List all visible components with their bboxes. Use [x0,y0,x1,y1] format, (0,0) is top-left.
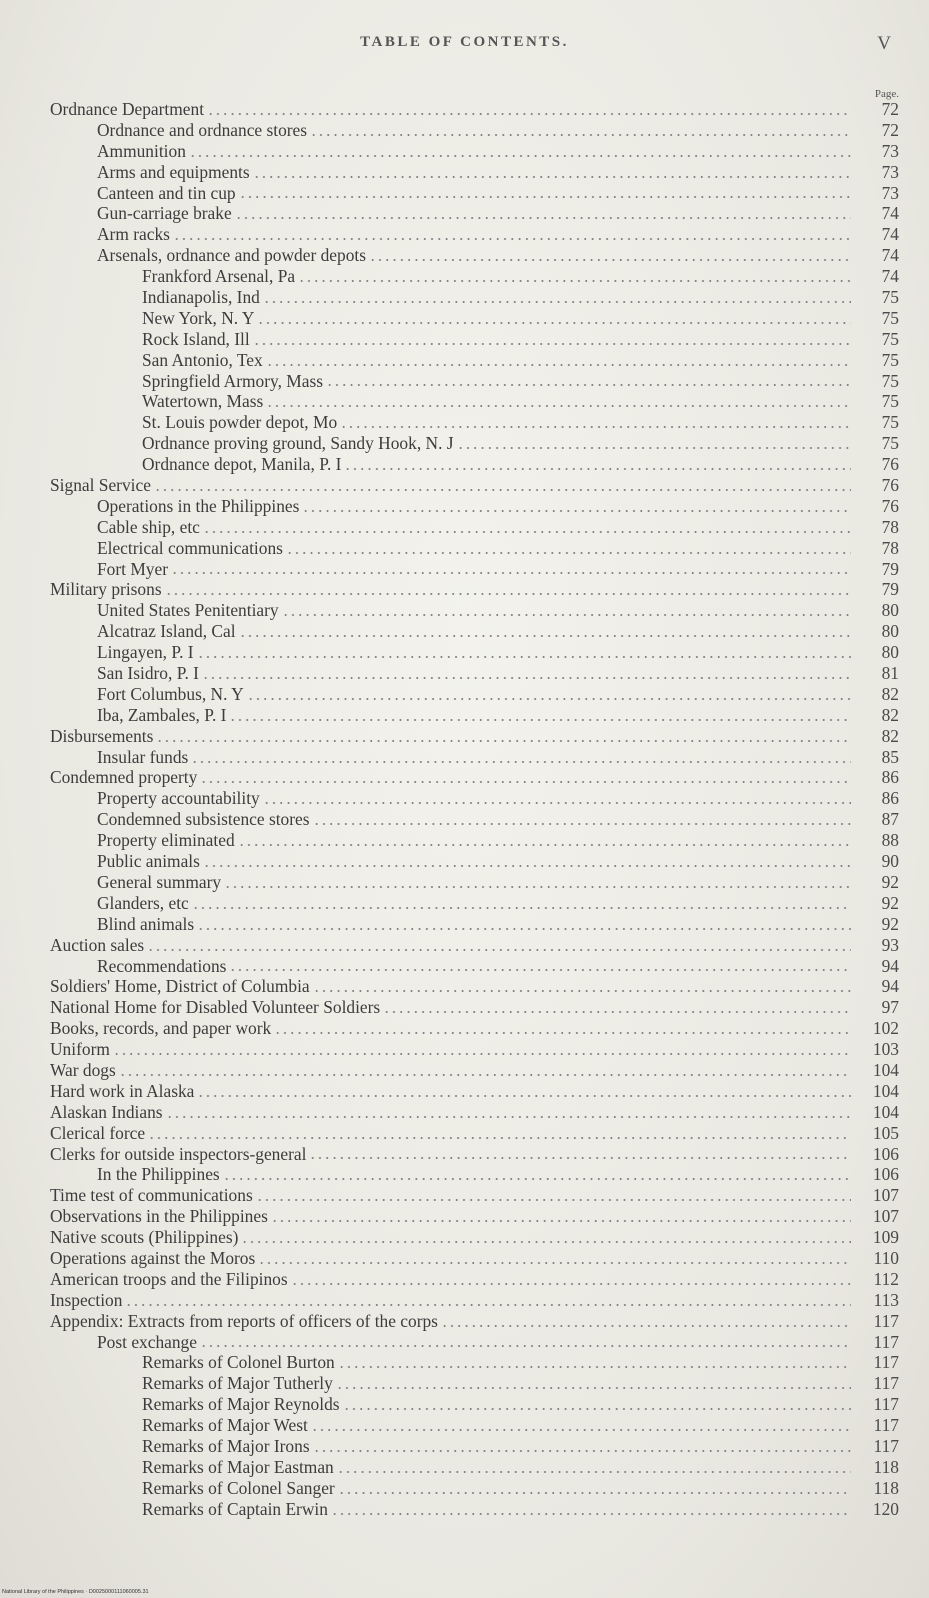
toc-entry-label: Auction sales [50,934,145,955]
toc-entry-page: 104 [872,1080,899,1101]
toc-entry-page: 73 [881,161,899,182]
toc-entry [50,308,899,329]
toc-entry [50,809,899,830]
dot-leader [171,572,851,574]
toc-entry-page: 110 [873,1247,899,1268]
dot-leader [331,1513,851,1515]
toc-entry [50,287,899,308]
toc-entry [50,1352,899,1373]
toc-entry [50,1478,899,1499]
toc-entry-page: 106 [872,1143,899,1164]
toc-entry-page: 94 [881,976,899,997]
toc-entry-page: 80 [881,642,899,663]
dot-leader [229,719,851,721]
toc-entry [50,203,899,224]
dot-leader [266,364,851,366]
dot-leader [309,1157,851,1159]
table-of-contents [50,99,899,1520]
toc-entry [50,538,899,559]
toc-entry [50,141,899,162]
dot-leader [203,531,851,533]
dot-leader [119,1074,851,1076]
toc-entry-page: 75 [881,307,899,328]
toc-entry [50,830,899,851]
dot-leader [313,823,851,825]
toc-entry-page: 76 [881,495,899,516]
toc-entry-label: Remarks of Major Tutherly [142,1373,333,1394]
toc-entry [50,747,899,768]
toc-entry-page: 75 [881,391,899,412]
toc-entry [50,329,899,350]
toc-entry [50,496,899,517]
dot-leader [340,426,851,428]
toc-entry [50,579,899,600]
toc-entry-label: Time test of communications [50,1185,253,1206]
dot-leader [238,844,851,846]
toc-entry-label: Remarks of Major Irons [142,1435,310,1456]
toc-entry-label: Remarks of Major Eastman [142,1456,334,1477]
toc-entry-page: 94 [881,955,899,976]
toc-entry-label: Post exchange [97,1331,197,1352]
toc-entry [50,1060,899,1081]
toc-entry [50,684,899,705]
toc-entry [50,266,899,287]
toc-entry-label: Operations in the Philippines [97,495,300,516]
toc-entry-page: 75 [881,370,899,391]
page-title: TABLE OF CONTENTS. [360,34,569,50]
dot-leader [154,489,851,491]
toc-entry-label: Indianapolis, Ind [142,287,260,307]
toc-entry-label: In the Philippines [97,1164,220,1185]
toc-entry-label: Fort Myer [97,558,169,579]
toc-entry-page: 106 [872,1164,899,1185]
toc-entry [50,475,899,496]
toc-entry [50,1373,899,1394]
dot-leader [338,1492,851,1494]
toc-entry [50,183,899,204]
toc-entry-page: 117 [873,1435,899,1456]
toc-entry-label: Watertown, Mass [142,391,264,412]
toc-entry [50,642,899,663]
toc-entry-page: 90 [881,851,899,872]
toc-entry-page: 107 [872,1185,899,1206]
dot-leader [343,1408,851,1410]
toc-entry [50,1290,899,1311]
toc-entry-label: Cable ship, etc [97,516,200,537]
toc-entry [50,1394,899,1415]
toc-entry-page: 80 [881,621,899,642]
toc-entry-label: Books, records, and paper work [50,1018,272,1039]
toc-entry [50,621,899,642]
toc-entry-label: Signal Service [50,475,151,496]
dot-leader [235,217,851,219]
toc-entry-page: 75 [881,287,899,307]
toc-entry [50,559,899,580]
toc-entry [50,99,899,120]
toc-entry [50,1018,899,1039]
toc-entry [50,914,899,935]
toc-entry-page: 117 [873,1394,899,1415]
dot-leader [200,1345,851,1347]
dot-leader [147,949,851,951]
dot-leader [257,322,851,324]
toc-entry-label: Condemned subsistence stores [97,809,310,830]
toc-entry-page: 75 [881,433,899,454]
dot-leader [282,614,851,616]
toc-entry-label: Property accountability [97,788,260,809]
toc-entry-label: Fort Columbus, N. Y [97,683,244,704]
toc-entry-page: 75 [881,349,899,370]
toc-entry-label: Uniform [50,1039,110,1060]
toc-entry-label: Rock Island, Ill [142,328,250,349]
toc-entry-page: 97 [881,997,899,1018]
toc-entry-page: 112 [873,1268,899,1289]
dot-leader [191,761,851,763]
toc-entry-label: Ordnance and ordnance stores [97,119,308,140]
toc-entry-page: 104 [872,1059,899,1080]
toc-entry [50,1457,899,1478]
dot-leader [310,134,851,136]
toc-entry-label: Iba, Zambales, P. I [97,704,227,725]
dot-leader [241,1241,851,1243]
dot-leader [256,1199,851,1201]
dot-leader [253,343,851,345]
toc-entry-page: 85 [881,746,899,767]
toc-entry [50,872,899,893]
toc-entry [50,768,899,789]
toc-entry [50,1185,899,1206]
dot-leader [173,238,851,240]
toc-entry [50,162,899,183]
toc-entry-label: Observations in the Philippines [50,1206,268,1227]
toc-entry-page: 117 [873,1310,899,1331]
toc-entry [50,1144,899,1165]
toc-entry-label: Glanders, etc [97,892,189,913]
toc-entry-label: Alaskan Indians [50,1101,163,1122]
toc-entry [50,412,899,433]
dot-leader [441,1325,851,1327]
toc-entry-label: New York, N. Y [142,307,255,328]
toc-entry-label: National Home for Disabled Volunteer Soldiers [50,997,381,1018]
toc-entry-label: Alcatraz Island, Cal [97,621,236,642]
dot-leader [224,886,851,888]
dot-leader [148,1137,851,1139]
toc-entry [50,350,899,371]
dot-leader [457,447,851,449]
toc-entry-page: 93 [881,934,899,955]
toc-entry-label: Gun-carriage brake [97,203,232,224]
toc-entry-page: 86 [881,767,899,788]
toc-entry [50,1311,899,1332]
toc-entry-label: Condemned property [50,767,198,788]
dot-leader [203,865,851,867]
toc-entry-label: St. Louis powder depot, Mo [142,412,338,433]
toc-entry [50,224,899,245]
dot-leader [229,969,851,971]
toc-entry [50,391,899,412]
toc-entry-label: Soldiers' Home, District of Columbia [50,976,310,997]
dot-leader [311,1429,851,1431]
toc-entry-page: 104 [872,1101,899,1122]
dot-leader [247,698,851,700]
toc-entry-page: 74 [881,266,899,287]
toc-entry-label: Inspection [50,1289,123,1310]
dot-leader [156,740,851,742]
toc-entry [50,1248,899,1269]
toc-entry-page: 113 [873,1289,899,1310]
toc-entry [50,1039,899,1060]
toc-entry-label: Public animals [97,851,200,872]
toc-entry [50,997,899,1018]
dot-leader [207,113,851,115]
toc-entry-page: 79 [881,579,899,600]
dot-leader [291,1283,851,1285]
toc-entry-label: Disbursements [50,725,154,746]
toc-entry-page: 80 [881,600,899,621]
toc-entry [50,935,899,956]
dot-leader [223,1178,851,1180]
dot-leader [165,593,851,595]
toc-entry-page: 81 [881,663,899,684]
toc-entry-page: 75 [881,328,899,349]
toc-entry-page: 72 [881,119,899,140]
toc-entry [50,956,899,977]
toc-entry-label: Military prisons [50,579,162,600]
dot-leader [344,468,851,470]
toc-entry-label: Canteen and tin cup [97,182,236,203]
toc-entry [50,788,899,809]
toc-entry-page: 87 [881,809,899,830]
dot-leader [200,781,851,783]
dot-leader [239,196,851,198]
toc-entry-page: 82 [881,683,899,704]
toc-entry-page: 78 [881,516,899,537]
toc-entry-label: Remarks of Colonel Burton [142,1352,335,1373]
toc-entry [50,726,899,747]
toc-entry-page: 118 [873,1456,899,1477]
footer-credit: National Library of the Philippines · D0025000111060005.31 [2,1589,149,1595]
dot-leader [266,405,851,407]
dot-leader [197,928,851,930]
dot-leader [274,1032,851,1034]
toc-entry-page: 73 [881,182,899,203]
toc-entry-page: 73 [881,140,899,161]
toc-entry-label: Clerks for outside inspectors-general [50,1143,307,1164]
running-header [0,34,929,58]
toc-entry [50,705,899,726]
toc-entry-label: Arms and equipments [97,161,250,182]
dot-leader [239,635,851,637]
toc-entry-label: San Isidro, P. I [97,663,199,684]
dot-leader [336,1387,851,1389]
toc-entry-label: Springfield Armory, Mass [142,370,323,391]
dot-leader [338,1366,851,1368]
dot-leader [313,990,851,992]
toc-entry-page: 92 [881,892,899,913]
dot-leader [271,1220,851,1222]
toc-entry-page: 76 [881,454,899,475]
toc-entry-label: War dogs [50,1059,116,1080]
toc-entry [50,1081,899,1102]
toc-entry-label: Ordnance Department [50,98,205,119]
toc-entry-page: 107 [872,1206,899,1227]
toc-entry [50,433,899,454]
dot-leader [337,1471,851,1473]
dot-leader [113,1053,851,1055]
dot-leader [313,1450,851,1452]
toc-entry [50,976,899,997]
toc-entry-page: 92 [881,871,899,892]
toc-entry-label: Arm racks [97,224,170,245]
toc-entry-page: 88 [881,830,899,851]
dot-leader [197,1095,851,1097]
toc-entry-page: 117 [873,1352,899,1373]
toc-entry-page: 74 [881,224,899,245]
page-column-label: Page. [874,88,899,100]
toc-entry-page: 82 [881,704,899,725]
toc-entry-page: 102 [872,1018,899,1039]
toc-entry [50,454,899,475]
toc-entry-page: 117 [873,1331,899,1352]
toc-entry-label: Ordnance proving ground, Sandy Hook, N. J [142,433,454,454]
toc-entry-label: Hard work in Alaska [50,1080,195,1101]
toc-entry-label: Frankford Arsenal, Pa [142,266,296,287]
dot-leader [263,301,851,303]
toc-entry-label: Property eliminated [97,830,235,851]
toc-entry-label: Blind animals [97,913,195,934]
dot-leader [258,1262,851,1264]
dot-leader [192,907,851,909]
toc-entry-page: 120 [872,1498,899,1519]
toc-entry [50,1436,899,1457]
toc-entry-page: 117 [873,1373,899,1394]
toc-entry-label: Ammunition [97,140,186,161]
toc-entry-label: American troops and the Filipinos [50,1268,288,1289]
dot-leader [286,552,851,554]
toc-entry-page: 72 [881,98,899,119]
dot-leader [125,1304,851,1306]
toc-entry [50,663,899,684]
toc-entry-label: Lingayen, P. I [97,642,194,663]
toc-entry [50,1269,899,1290]
toc-entry [50,1227,899,1248]
toc-entry [50,1499,899,1520]
dot-leader [189,155,851,157]
toc-entry-page: 92 [881,913,899,934]
toc-entry-page: 103 [872,1039,899,1060]
toc-entry-label: Remarks of Colonel Sanger [142,1477,335,1498]
dot-leader [197,656,851,658]
toc-entry-page: 78 [881,537,899,558]
toc-entry-page: 76 [881,475,899,496]
dot-leader [166,1116,851,1118]
dot-leader [298,280,851,282]
toc-entry-label: Native scouts (Philippines) [50,1227,239,1248]
toc-entry [50,851,899,872]
page-number: V [877,33,891,54]
toc-entry-label: Ordnance depot, Manila, P. I [142,454,342,475]
toc-entry-label: Remarks of Major West [142,1415,308,1436]
toc-entry-page: 75 [881,412,899,433]
toc-entry [50,1332,899,1353]
toc-entry-label: Appendix: Extracts from reports of officers of the corps [50,1310,438,1331]
toc-entry-page: 117 [873,1415,899,1436]
toc-entry-page: 74 [881,245,899,266]
toc-entry [50,371,899,392]
toc-entry-page: 82 [881,725,899,746]
toc-entry [50,1415,899,1436]
toc-entry-label: Clerical force [50,1122,146,1143]
toc-entry-label: Operations against the Moros [50,1247,256,1268]
toc-entry-label: United States Penitentiary [97,600,279,621]
toc-entry-label: Remarks of Major Reynolds [142,1394,340,1415]
toc-entry-label: Electrical communications [97,537,283,558]
toc-entry [50,893,899,914]
dot-leader [263,802,851,804]
toc-entry [50,1164,899,1185]
toc-entry [50,517,899,538]
toc-entry-label: General summary [97,871,222,892]
toc-entry [50,120,899,141]
toc-entry-page: 118 [873,1477,899,1498]
toc-entry-label: San Antonio, Tex [142,349,263,370]
dot-leader [202,677,851,679]
toc-entry-label: Recommendations [97,955,227,976]
toc-entry-label: Arsenals, ordnance and powder depots [97,245,366,266]
toc-entry [50,245,899,266]
toc-entry [50,1123,899,1144]
toc-entry-label: Remarks of Captain Erwin [142,1498,328,1519]
toc-entry-page: 105 [872,1122,899,1143]
toc-entry-page: 79 [881,558,899,579]
dot-leader [383,1011,851,1013]
toc-entry [50,600,899,621]
toc-entry-label: Insular funds [97,746,189,767]
dot-leader [302,510,851,512]
toc-entry [50,1102,899,1123]
toc-entry-page: 109 [872,1227,899,1248]
dot-leader [253,176,851,178]
toc-entry [50,1206,899,1227]
toc-entry-page: 74 [881,203,899,224]
dot-leader [326,384,851,386]
toc-entry-page: 86 [881,788,899,809]
dot-leader [369,259,851,261]
